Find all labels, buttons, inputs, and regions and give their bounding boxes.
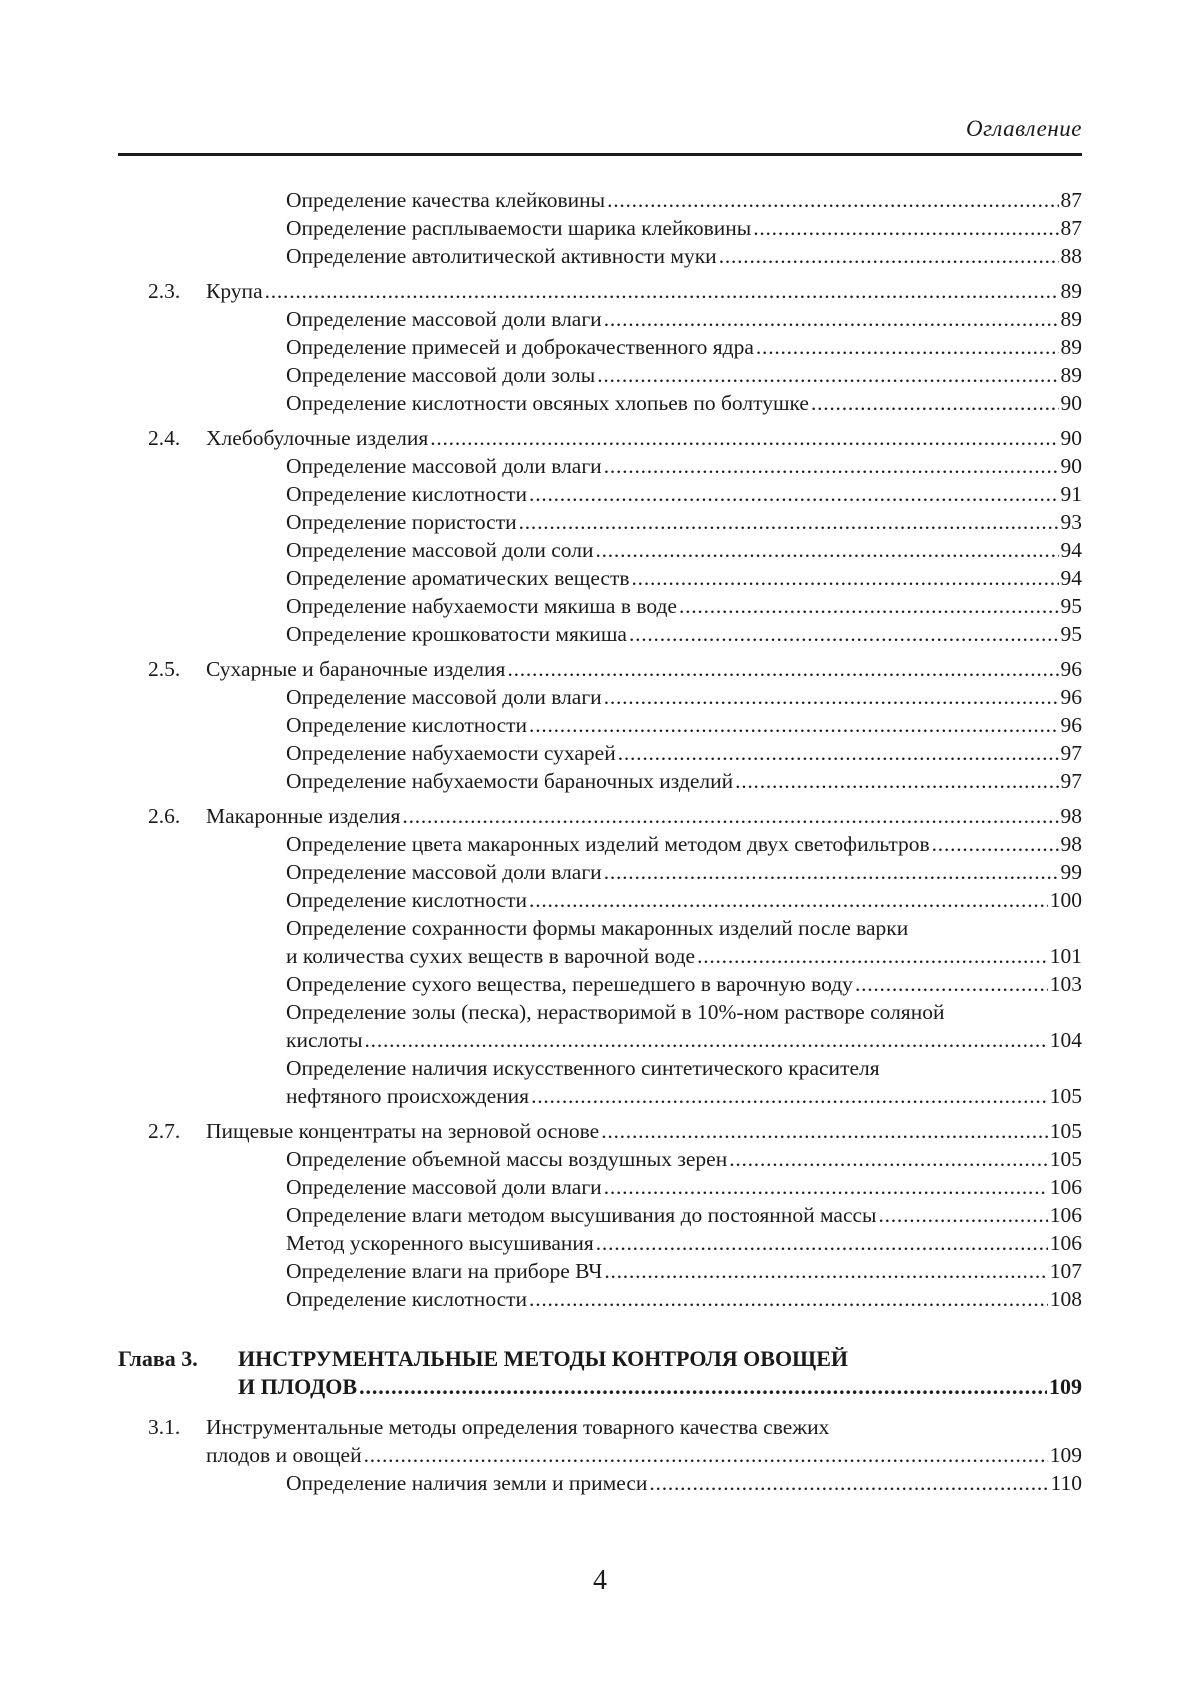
leader-dots [735,767,1058,795]
running-head-title: Оглавление [965,116,1082,141]
section-number: 2.6. [148,804,181,828]
toc-entry-text: Определение массовой доли влаги [286,1175,602,1199]
leader-dots [529,886,1048,914]
section-number: 2.4. [148,426,181,450]
toc-section-2-3 [118,277,1082,417]
toc-entry[interactable] [118,389,1082,417]
section-page: 105 [1049,1119,1082,1143]
toc-entry[interactable] [118,739,1082,767]
leader-dots [756,333,1059,361]
toc-entry-text: Определение золы (песка), нерастворимой в 10%-ном растворе соляной [286,1000,945,1024]
toc-section-3-1 [118,1413,1082,1497]
leader-dots [932,830,1059,858]
section-title-cont: плодов и овощей [206,1443,362,1467]
toc-entry[interactable] [118,564,1082,592]
toc-entry-page: 97 [1060,741,1082,765]
toc-section-2-6 [118,802,1082,1110]
toc-section-heading[interactable] [118,802,1082,830]
toc-entry[interactable] [118,1173,1082,1201]
section-title: Сухарные и бараночные изделия [206,657,506,681]
toc-entry[interactable] [118,970,1082,998]
section-title: Хлебобулочные изделия [206,426,429,450]
toc-section-heading[interactable] [118,1117,1082,1145]
toc-section-heading[interactable] [118,655,1082,683]
toc-entry-line2[interactable] [118,1082,1082,1110]
toc-entry-page: 93 [1060,510,1082,534]
toc-entry-text: Определение массовой доли влаги [286,685,602,709]
leader-dots [604,1173,1048,1201]
toc-entry[interactable] [118,1201,1082,1229]
toc-entry-text: Определение наличия земли и примеси [286,1471,648,1495]
toc-entry-line2[interactable] [118,1026,1082,1054]
leader-dots [531,1082,1048,1110]
toc-entry[interactable] [118,333,1082,361]
chapter-page: 109 [1049,1374,1082,1399]
leader-dots [604,452,1059,480]
toc-entry-page: 90 [1060,391,1082,415]
toc-entry-text: Определение качества клейковины [286,188,606,212]
toc-entry[interactable] [118,1469,1082,1497]
leader-dots [595,536,1058,564]
toc-entry-page: 94 [1060,566,1082,590]
toc-entry[interactable] [118,592,1082,620]
toc-entry-text: Определение набухаемости сухарей [286,741,616,765]
leader-dots [697,942,1048,970]
toc-section-2-5 [118,655,1082,795]
leader-dots [430,424,1058,452]
toc-entry-text: Определение объемной массы воздушных зерен [286,1147,728,1171]
toc-entry-text: Определение набухаемости бараночных изделий [286,769,734,793]
section-page: 96 [1060,657,1082,681]
toc-entry-text: Определение массовой доли соли [286,538,594,562]
chapter-heading-line2[interactable] [118,1373,1082,1401]
toc-entry[interactable] [118,1285,1082,1313]
toc-entry[interactable] [118,361,1082,389]
toc-entry-text: Метод ускоренного высушивания [286,1231,594,1255]
toc-entry[interactable] [118,452,1082,480]
leader-dots [618,739,1059,767]
toc-entry[interactable] [118,886,1082,914]
leader-dots [855,970,1048,998]
section-title: Инструментальные методы определения товарного качества свежих [206,1415,830,1439]
toc-entry-text: Определение пористости [286,510,517,534]
toc-entry[interactable] [118,508,1082,536]
toc-entry-page: 87 [1060,216,1082,240]
leader-dots [359,1373,1047,1401]
leader-dots [753,214,1058,242]
leader-dots [596,1229,1048,1257]
leader-dots [519,508,1059,536]
toc-group-continued [118,186,1082,270]
section-page: 89 [1060,279,1082,303]
toc-entry-page: 110 [1050,1471,1082,1495]
toc-entry-page: 91 [1060,482,1082,506]
leader-dots [365,1026,1048,1054]
leader-dots [402,802,1058,830]
leader-dots [719,242,1059,270]
leader-dots [679,592,1059,620]
toc-entry-page: 105 [1049,1084,1082,1108]
toc-entry[interactable] [118,480,1082,508]
toc-entry-text: Определение массовой доли влаги [286,860,602,884]
toc-section-heading-line2[interactable] [118,1441,1082,1469]
toc-entry-page: 96 [1060,685,1082,709]
toc-entry-page: 101 [1049,944,1082,968]
section-number: 2.3. [148,279,181,303]
leader-dots [878,1201,1047,1229]
leader-dots [529,1285,1048,1313]
toc-entry-text: Определение влаги на приборе ВЧ [286,1259,603,1283]
toc-entry-text: Определение сохранности формы макаронных изделий после варки [286,916,909,940]
toc-entry[interactable] [118,186,1082,214]
toc-entry-page: 88 [1060,244,1082,268]
chapter-title-cont: И ПЛОДОВ [238,1374,358,1399]
toc-entry-text: Определение массовой доли золы [286,363,596,387]
toc-entry-text: Определение сухого вещества, перешедшего в варочную воду [286,972,853,996]
toc-entry-text: Определение набухаемости мякиша в воде [286,594,677,618]
toc-entry[interactable] [118,620,1082,648]
toc-entry-page: 105 [1049,1147,1082,1171]
toc-entry-text: Определение наличия искусственного синтетического красителя [286,1056,880,1080]
toc-entry-page: 107 [1049,1259,1082,1283]
section-number: 3.1. [148,1415,181,1439]
toc-entry-line1[interactable] [118,914,1082,942]
toc-section-2-4 [118,424,1082,648]
toc-entry-line1[interactable] [118,998,1082,1026]
toc-entry-page: 89 [1060,363,1082,387]
toc-entry-text: Определение кислотности [286,482,528,506]
toc-entry[interactable] [118,1145,1082,1173]
toc-entry-page: 97 [1060,769,1082,793]
leader-dots [597,361,1058,389]
toc-entry-page: 106 [1049,1203,1082,1227]
toc-entry-text: Определение крошковатости мякиша [286,622,627,646]
leader-dots [607,186,1058,214]
toc-section-2-7 [118,1117,1082,1313]
leader-dots [604,305,1059,333]
toc-entry-page: 98 [1060,832,1082,856]
toc-entry-page: 103 [1049,972,1082,996]
toc-entry[interactable] [118,214,1082,242]
toc-section-heading[interactable] [118,424,1082,452]
section-title: Макаронные изделия [206,804,401,828]
section-number: 2.7. [148,1119,181,1143]
toc-entry[interactable] [118,683,1082,711]
leader-dots [811,389,1059,417]
toc-entry[interactable] [118,830,1082,858]
section-title: Крупа [206,279,263,303]
toc-entry-text: нефтяного происхождения [286,1084,530,1108]
toc-entry-text: Определение кислотности овсяных хлопьев по болтушке [286,391,809,415]
toc-entry-text: Определение примесей и доброкачественного ядра [286,335,754,359]
toc-entry-line1[interactable] [118,1054,1082,1082]
toc-entry[interactable] [118,305,1082,333]
toc-entry-text: Определение автолитической активности муки [286,244,717,268]
leader-dots [629,620,1059,648]
leader-dots [364,1441,1048,1469]
header-rule [118,153,1082,156]
toc-entry-page: 87 [1060,188,1082,212]
toc-entry-page: 89 [1060,307,1082,331]
toc-entry[interactable] [118,536,1082,564]
toc-section-heading[interactable] [118,277,1082,305]
leader-dots [649,1469,1048,1497]
chapter-title: ИНСТРУМЕНТАЛЬНЫЕ МЕТОДЫ КОНТРОЛЯ ОВОЩЕЙ [238,1346,848,1371]
toc-entry-text: Определение цвета макаронных изделий методом двух светофильтров [286,832,930,856]
toc-entry-page: 89 [1060,335,1082,359]
toc-entry-page: 95 [1060,622,1082,646]
toc-entry-text: Определение ароматических веществ [286,566,630,590]
toc-entry[interactable] [118,1257,1082,1285]
leader-dots [604,1257,1047,1285]
toc-entry-page: 96 [1060,713,1082,737]
toc-entry[interactable] [118,1229,1082,1257]
toc-entry-text: Определение кислотности [286,888,528,912]
leader-dots [529,480,1058,508]
toc-entry-page: 108 [1049,1287,1082,1311]
leader-dots [604,683,1059,711]
toc-entry-text: Определение кислотности [286,1287,528,1311]
leader-dots [601,1117,1048,1145]
section-page: 98 [1060,804,1082,828]
toc-chapter-3 [118,1345,1082,1401]
toc-entry-text: и количества сухих веществ в варочной воде [286,944,696,968]
toc-entry-page: 99 [1060,860,1082,884]
toc-entry-page: 104 [1049,1028,1082,1052]
toc-entry-text: кислоты [286,1028,363,1052]
section-page: 109 [1049,1443,1082,1467]
leader-dots [507,655,1058,683]
chapter-heading-line1[interactable] [118,1345,1082,1373]
toc-entry[interactable] [118,767,1082,795]
leader-dots [265,277,1059,305]
toc-entry-page: 106 [1049,1175,1082,1199]
leader-dots [529,711,1058,739]
toc-entry-line2[interactable] [118,942,1082,970]
leader-dots [632,564,1059,592]
toc-entry-text: Определение массовой доли влаги [286,454,602,478]
page-number: 4 [593,1565,607,1596]
leader-dots [729,1145,1048,1173]
toc-section-heading-line1[interactable] [118,1413,1082,1441]
toc-entry-page: 100 [1049,888,1082,912]
toc-entry-text: Определение влаги методом высушивания до постоянной массы [286,1203,877,1227]
table-of-contents [118,186,1082,1504]
toc-entry-text: Определение массовой доли влаги [286,307,602,331]
toc-entry-page: 95 [1060,594,1082,618]
toc-entry-text: Определение расплываемости шарика клейковины [286,216,752,240]
chapter-label: Глава 3. [118,1346,198,1371]
section-title: Пищевые концентраты на зерновой основе [206,1119,600,1143]
toc-entry[interactable] [118,242,1082,270]
toc-entry-page: 94 [1060,538,1082,562]
toc-entry[interactable] [118,858,1082,886]
toc-entry[interactable] [118,711,1082,739]
section-page: 90 [1060,426,1082,450]
toc-entry-text: Определение кислотности [286,713,528,737]
toc-entry-page: 90 [1060,454,1082,478]
section-number: 2.5. [148,657,181,681]
toc-entry-page: 106 [1049,1231,1082,1255]
leader-dots [604,858,1059,886]
